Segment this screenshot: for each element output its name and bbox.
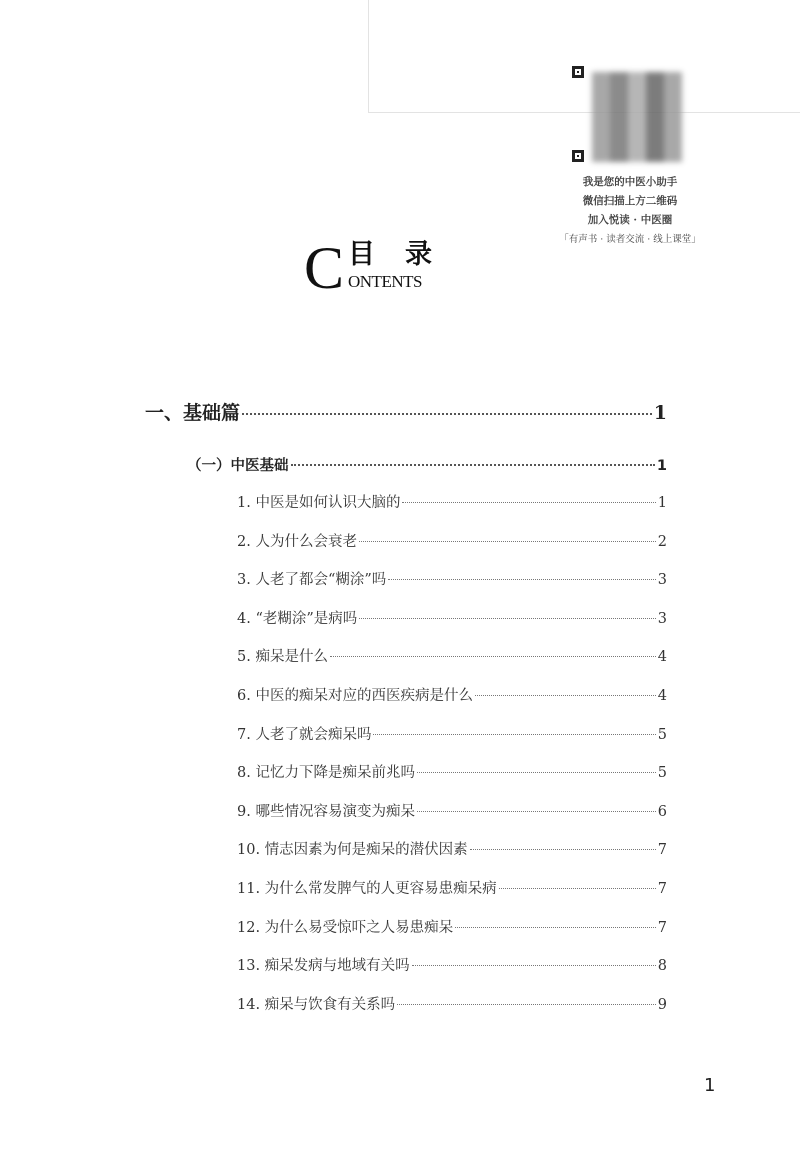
toc-page: 9 <box>657 996 667 1013</box>
toc-label: 10. 情志因素为何是痴呆的潜伏因素 <box>237 842 468 859</box>
toc-label: 12. 为什么易受惊吓之人易患痴呆 <box>237 919 454 936</box>
page-number: 1 <box>704 1075 716 1096</box>
toc-label: 13. 痴呆发病与地域有关吗 <box>237 958 410 975</box>
leader-dots <box>455 927 656 928</box>
toc-page: 2 <box>657 533 667 550</box>
toc-page: 6 <box>657 803 667 820</box>
toc-label: 9. 哪些情况容易演变为痴呆 <box>237 803 415 820</box>
toc-page: 7 <box>657 881 667 897</box>
toc-label: 4. “老糊涂”是病吗 <box>237 610 358 627</box>
toc-item[interactable] <box>237 800 667 821</box>
toc-item[interactable] <box>237 954 667 975</box>
toc-item[interactable] <box>237 607 667 628</box>
leader-dots <box>397 1004 656 1005</box>
qr-caption-line: 微信扫描上方二维码 <box>582 195 678 207</box>
leader-dots <box>475 695 656 696</box>
toc-page: 4 <box>657 688 667 704</box>
toc-section[interactable] <box>187 454 667 475</box>
toc-page: 5 <box>657 726 667 743</box>
leader-dots <box>373 734 655 735</box>
toc-item[interactable] <box>237 761 667 782</box>
qr-finder <box>572 150 584 162</box>
leader-dots <box>359 541 656 542</box>
toc-page: 5 <box>657 765 667 782</box>
toc-label: 8. 记忆力下降是痴呆前兆吗 <box>237 765 415 782</box>
toc-item[interactable] <box>237 568 667 589</box>
toc-page: 1 <box>657 495 667 511</box>
toc-page: 1 <box>656 458 667 474</box>
leader-dots <box>412 965 656 966</box>
toc-label: 11. 为什么常发脾气的人更容易患痴呆病 <box>237 881 497 897</box>
toc-item[interactable] <box>237 838 667 859</box>
title-initial: C <box>304 235 345 301</box>
qr-code[interactable] <box>572 66 636 164</box>
toc-label: 3. 人老了都会“糊涂”吗 <box>237 572 387 589</box>
toc-item[interactable] <box>237 877 667 898</box>
leader-dots <box>417 811 656 812</box>
toc-label: 7. 人老了就会痴呆吗 <box>237 726 372 743</box>
toc-page: 4 <box>657 649 667 666</box>
toc-page: 7 <box>657 919 667 936</box>
toc-label: 2. 人为什么会衰老 <box>237 533 357 550</box>
leader-dots <box>330 656 656 657</box>
toc-page: 8 <box>657 958 667 975</box>
qr-finder <box>572 66 584 78</box>
toc-label: 5. 痴呆是什么 <box>237 649 328 666</box>
toc-page: 3 <box>657 610 667 627</box>
toc-item[interactable] <box>237 993 667 1014</box>
toc-label: 14. 痴呆与饮食有关系吗 <box>237 996 396 1013</box>
toc-item[interactable] <box>237 645 667 666</box>
toc-item[interactable] <box>237 684 667 705</box>
leader-dots <box>417 772 656 773</box>
toc-page: 3 <box>657 572 667 589</box>
leader-dots <box>470 849 656 850</box>
toc-item[interactable] <box>237 491 667 512</box>
leader-dots <box>402 502 655 503</box>
qr-caption-line: 加入悦读 · 中医圈 <box>587 214 673 226</box>
toc-item[interactable] <box>237 530 667 551</box>
leader-dots <box>242 413 652 415</box>
toc-part[interactable] <box>145 398 667 425</box>
leader-dots <box>499 888 656 889</box>
qr-caption-line: 我是您的中医小助手 <box>582 176 678 188</box>
toc-label: 1. 中医是如何认识大脑的 <box>237 495 401 511</box>
qr-caption-features: 「有声书 · 读者交流 · 线上课堂」 <box>559 234 701 245</box>
toc-item[interactable] <box>237 916 667 937</box>
toc-label: 6. 中医的痴呆对应的西医疾病是什么 <box>237 688 473 704</box>
leader-dots <box>291 464 655 466</box>
qr-caption <box>545 173 715 249</box>
toc-page: 1 <box>653 402 667 424</box>
leader-dots <box>388 579 655 580</box>
toc-item[interactable] <box>237 723 667 744</box>
title-chinese: 目录 <box>348 239 462 270</box>
toc-label: （一）中医基础 <box>187 458 289 474</box>
toc-label: 一、基础篇 <box>145 402 241 424</box>
leader-dots <box>359 618 655 619</box>
toc-page: 7 <box>657 842 667 859</box>
title-english: ONTENTS <box>348 272 422 291</box>
